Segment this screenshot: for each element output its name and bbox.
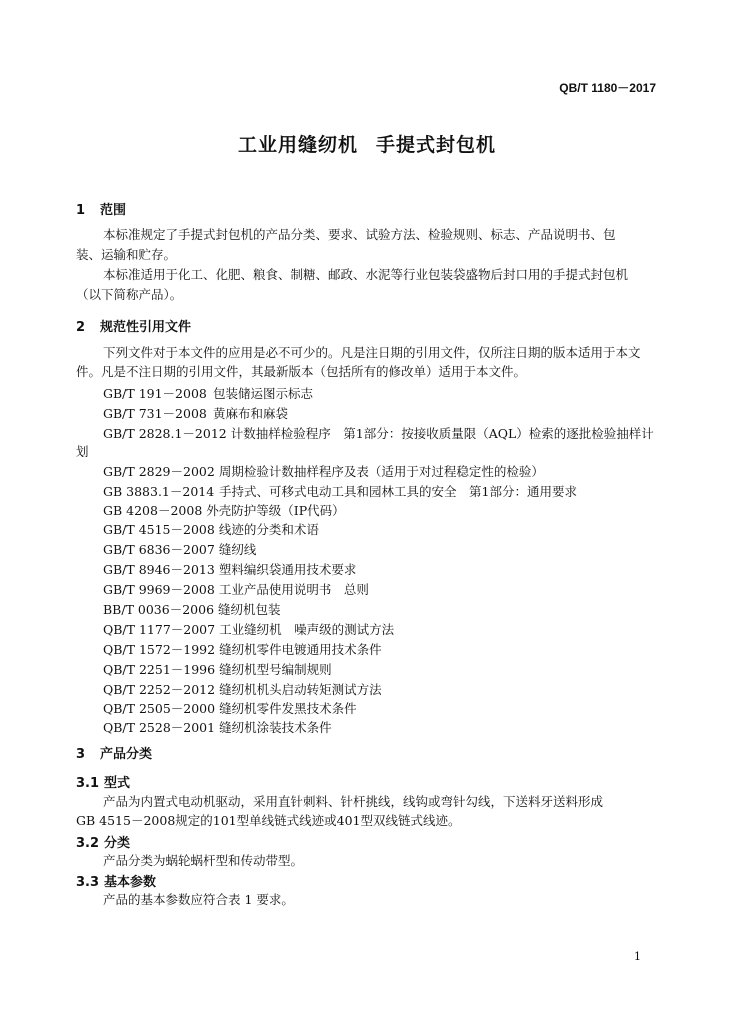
reference-code: BB/T 0036－2006 xyxy=(103,602,215,617)
reference-item xyxy=(103,404,288,422)
standard-code: QB/T 1180－2017 xyxy=(559,81,656,95)
reference-code: QB/T 2505－2000 xyxy=(103,701,216,716)
reference-title: 外壳防护等级（IP代码） xyxy=(206,503,345,518)
reference-code: GB/T 731－2008 xyxy=(103,406,207,421)
reference-title: 缝纫机零件电镀通用技术条件 xyxy=(219,642,382,657)
reference-code: QB/T 1177－2007 xyxy=(103,622,216,637)
paragraph-line: 产品分类为蜗轮蜗杆型和传动带型。 xyxy=(103,853,304,868)
reference-title: 线迹的分类和术语 xyxy=(218,522,319,537)
subsection-number: 3.3 xyxy=(76,875,100,890)
section-1-heading xyxy=(76,199,126,218)
reference-item xyxy=(103,580,369,598)
reference-item xyxy=(103,424,654,442)
section-title: 规范性引用文件 xyxy=(100,320,192,335)
reference-code: QB/T 1572－1992 xyxy=(103,642,216,657)
reference-title: 缝纫机涂装技术条件 xyxy=(219,720,332,735)
reference-title: 黄麻布和麻袋 xyxy=(213,406,289,421)
section-number: 1 xyxy=(76,203,86,218)
paragraph-line: 件。凡是不注日期的引用文件，其最新版本（包括所有的修改单）适用于本文件。 xyxy=(76,364,527,379)
paragraph-line: GB 4515－2008规定的101型单线链式线迹或401型双线链式线迹。 xyxy=(76,813,461,828)
reference-title: 缝纫机型号编制规则 xyxy=(219,662,332,677)
subsection-number: 3.1 xyxy=(76,776,100,791)
reference-code: QB/T 2528－2001 xyxy=(103,720,216,735)
reference-continuation: 划 xyxy=(76,444,89,459)
reference-code: GB/T 8946－2013 xyxy=(103,562,215,577)
reference-title: 缝纫机零件发黑技术条件 xyxy=(219,701,357,716)
reference-title: 缝纫线 xyxy=(218,542,257,557)
reference-item xyxy=(103,482,577,500)
reference-title: 包装储运图示标志 xyxy=(213,386,314,401)
reference-title: 缝纫机包装 xyxy=(218,602,281,617)
reference-item xyxy=(103,620,394,638)
reference-item xyxy=(103,680,382,698)
reference-item xyxy=(103,600,281,618)
subsection-heading xyxy=(76,772,130,791)
reference-code: QB/T 2252－2012 xyxy=(103,682,216,697)
section-title: 范围 xyxy=(100,203,127,218)
subsection-title: 分类 xyxy=(104,836,131,851)
subsection-heading xyxy=(76,832,130,851)
reference-item xyxy=(103,501,345,519)
paragraph-line: 下列文件对于本文件的应用是必不可少的。凡是注日期的引用文件，仅所注日期的版本适用于本文 xyxy=(103,345,641,360)
paragraph-line: 产品的基本参数应符合表 1 要求。 xyxy=(103,892,294,907)
reference-code: GB 4208－2008 xyxy=(103,503,203,518)
reference-code: GB 3883.1－2014 xyxy=(103,484,215,499)
reference-code: GB/T 2829－2002 xyxy=(103,464,215,479)
section-number: 2 xyxy=(76,320,86,335)
document-title xyxy=(0,130,734,157)
reference-code: GB/T 9969－2008 xyxy=(103,582,215,597)
reference-code: GB/T 191－2008 xyxy=(103,386,207,401)
title-part-2: 手提式封包机 xyxy=(376,134,497,156)
reference-item xyxy=(103,699,357,717)
reference-code: GB/T 4515－2008 xyxy=(103,522,215,537)
section-title: 产品分类 xyxy=(100,747,153,762)
reference-item xyxy=(103,640,382,658)
page-number: 1 xyxy=(634,950,641,963)
reference-item xyxy=(103,540,256,558)
reference-code: GB/T 6836－2007 xyxy=(103,542,215,557)
reference-title: 塑料编织袋通用技术要求 xyxy=(218,562,357,577)
reference-item xyxy=(103,560,356,578)
reference-item xyxy=(103,520,319,538)
paragraph-line: （以下简称产品）。 xyxy=(76,287,183,302)
reference-title: 工业产品使用说明书 总则 xyxy=(218,582,369,597)
reference-item xyxy=(103,462,544,480)
reference-title: 手持式、可移式电动工具和园林工具的安全 第1部分：通用要求 xyxy=(219,484,577,499)
reference-title: 工业缝纫机 噪声级的测试方法 xyxy=(219,622,395,637)
subsection-number: 3.2 xyxy=(76,836,100,851)
reference-item xyxy=(103,718,332,736)
paragraph-line: 本标准适用于化工、化肥、粮食、制糖、邮政、水泥等行业包装袋盛物后封口用的手提式封包机 xyxy=(103,267,629,282)
subsection-heading xyxy=(76,871,156,890)
paragraph-line: 本标准规定了手提式封包机的产品分类、要求、试验方法、检验规则、标志、产品说明书、包 xyxy=(103,227,616,242)
title-part-1: 工业用缝纫机 xyxy=(237,134,358,156)
reference-title: 周期检验计数抽样程序及表（适用于对过程稳定性的检验） xyxy=(218,464,544,479)
reference-item xyxy=(103,660,332,678)
reference-code: QB/T 2251－1996 xyxy=(103,662,216,677)
reference-title: 计数抽样检验程序 第1部分：按接收质量限（AQL）检索的逐批检验抽样计 xyxy=(230,426,654,441)
reference-code: GB/T 2828.1－2012 xyxy=(103,426,227,441)
section-3-heading xyxy=(76,743,152,762)
subsection-title: 型式 xyxy=(104,776,131,791)
section-number: 3 xyxy=(76,747,86,762)
paragraph-line: 产品为内置式电动机驱动，采用直针刺料、针杆挑线，线钩或弯针勾线，下送料牙送料形成 xyxy=(103,794,604,809)
section-2-heading xyxy=(76,316,191,335)
paragraph-line: 装、运输和贮存。 xyxy=(76,247,177,262)
reference-item xyxy=(103,384,313,402)
subsection-title: 基本参数 xyxy=(104,875,157,890)
reference-title: 缝纫机机头启动转矩测试方法 xyxy=(219,682,382,697)
